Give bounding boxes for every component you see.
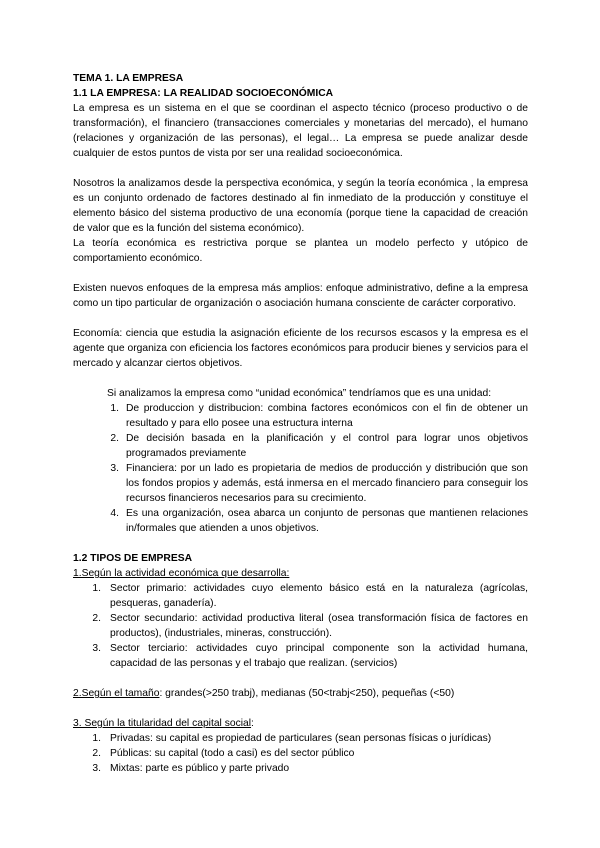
list-number: 4. [110, 508, 119, 519]
document-title: TEMA 1. LA EMPRESA [73, 73, 184, 84]
list-number: 1. [92, 733, 101, 744]
paragraph: Existen nuevos enfoques de la empresa más amplios: enfoque administrativo, define a la empresa como un tipo particular de organización o asociación humana consciente de carácter corporativo. [73, 283, 528, 309]
list-number: 1. [92, 583, 101, 594]
list-item-text: Es una organización, osea abarca un conjunto de personas que mantienen relaciones in/formales que atienden a unos objetivos. [126, 508, 528, 534]
list-item [73, 641, 528, 671]
list-number: 1. [110, 403, 119, 414]
ownership-type-list [73, 731, 528, 776]
activity-type-list [73, 581, 528, 671]
subsection-label [73, 566, 528, 581]
list-item [73, 581, 528, 611]
document-body [73, 71, 528, 776]
list-number: 3. [92, 643, 101, 654]
section-1-heading: 1.1 LA EMPRESA: LA REALIDAD SOCIOECONÓMICA [73, 88, 334, 99]
list-item-text: Privadas: su capital es propiedad de particulares (sean personas físicas o jurídicas) [110, 733, 492, 744]
list-item [73, 731, 528, 746]
list-intro: Si analizamos la empresa como “unidad económica” tendríamos que es una unidad: [107, 388, 492, 399]
size-classification-text: : grandes(>250 trabj), medianas (50<trabj<250), pequeñas (<50) [159, 688, 455, 699]
unit-list-block [107, 386, 528, 536]
subsection-label-text: 1.Según la actividad económica que desarrolla: [73, 568, 290, 579]
unit-list [107, 401, 528, 536]
list-number: 2. [110, 433, 119, 444]
list-item [107, 506, 528, 536]
size-classification [73, 686, 528, 701]
list-item-text: De produccion y distribucion: combina factores económicos con el fin de obtener un resultado y para ello posee una estructura interna [126, 403, 528, 429]
list-item-text: Financiera: por un lado es propietaria de medios de producción y distribución que son los fondos propios y además, está inmersa en el mercado financiero para conseguir los recursos financieros necesarios para su crecimiento. [126, 463, 528, 504]
list-number: 2. [92, 613, 101, 624]
list-item-text: Sector secundario: actividad productiva literal (osea transformación física de factores en productos), (industriales, mineras, construcción). [110, 613, 528, 639]
subsection-label-text: 3. Según la titularidad del capital social [73, 718, 252, 729]
list-item [107, 431, 528, 461]
paragraph: Economía: ciencia que estudia la asignación eficiente de los recursos escasos y la empresa es el agente que organiza con eficiencia los factores económicos para producir bienes y servicios para el mercado y alcanzar ciertos objetivos. [73, 328, 528, 369]
paragraph: La teoría económica es restrictiva porque se plantea un modelo perfecto y utópico de comportamiento económico. [73, 238, 528, 264]
list-item-text: Sector primario: actividades cuyo elemento básico está en la naturaleza (agrícolas, pesqueras, ganadería). [110, 583, 528, 609]
subsection-label: 3. Según la titularidad del capital social: [73, 718, 254, 729]
section-2-heading: 1.2 TIPOS DE EMPRESA [73, 553, 193, 564]
list-item [107, 401, 528, 431]
list-number: 2. [92, 748, 101, 759]
list-number: 3. [110, 463, 119, 474]
paragraph: Nosotros la analizamos desde la perspectiva económica, y según la teoría económica , la empresa es un conjunto ordenado de factores destinado al fin inmediato de la producción y constituye el elemento básico del sistema productivo de una economía (porque tiene la capacidad de creación de valor que es la función del sistema económico). [73, 178, 528, 234]
list-item [73, 746, 528, 761]
list-item [73, 611, 528, 641]
list-item-text: Sector terciario: actividades cuyo principal componente son la actividad humana, capacidad de las personas y el trabajo que realizan. (servicios) [110, 643, 528, 669]
subsection-label-text: 2.Según el tamaño [73, 688, 160, 699]
list-number: 3. [92, 763, 101, 774]
list-item [107, 461, 528, 506]
paragraph: La empresa es un sistema en el que se coordinan el aspecto técnico (proceso productivo o de transformación), el financiero (transacciones comerciales y monetarias del mercado), el humano (relaciones y organización de las personas), el legal… La empresa se puede analizar desde cualquier de estos puntos de vista por ser una realidad socioeconómica. [73, 103, 528, 159]
list-item-text: Mixtas: parte es público y parte privado [110, 763, 290, 774]
list-item-text: De decisión basada en la planificación y el control para lograr unos objetivos programados previamente [126, 433, 528, 459]
list-item [73, 761, 528, 776]
list-item-text: Públicas: su capital (todo a casi) es del sector público [110, 748, 355, 759]
